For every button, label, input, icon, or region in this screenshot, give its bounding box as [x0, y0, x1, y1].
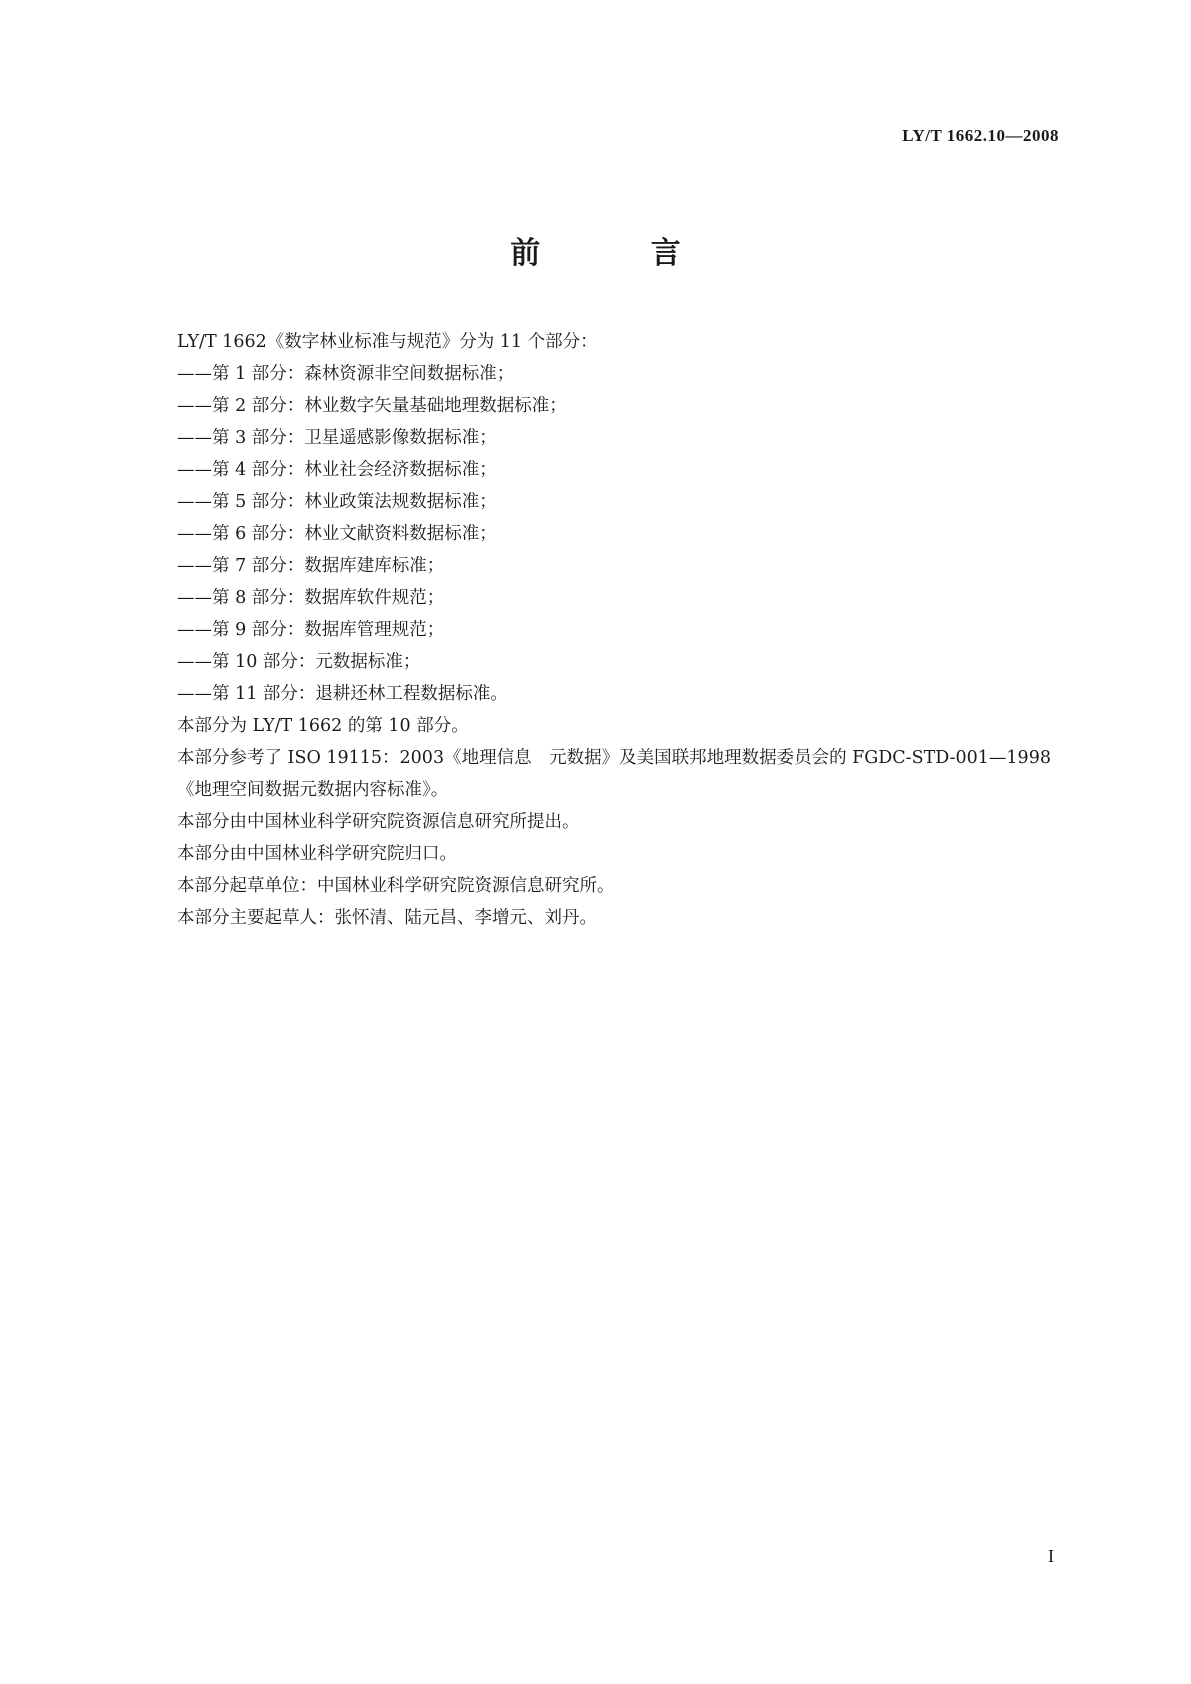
part-item: ——第 4 部分：林业社会经济数据标准； [177, 460, 497, 480]
part-item: ——第 2 部分：林业数字矢量基础地理数据标准； [177, 396, 567, 416]
paragraph: 本部分起草单位：中国林业科学研究院资源信息研究所。 [177, 876, 615, 896]
part-item: ——第 1 部分：森林资源非空间数据标准； [177, 364, 515, 384]
intro-line: LY/T 1662《数字林业标准与规范》分为 11 个部分： [177, 332, 598, 352]
part-item: ——第 5 部分：林业政策法规数据标准； [177, 492, 497, 512]
part-item: ——第 8 部分：数据库软件规范； [177, 588, 445, 608]
part-item: ——第 3 部分：卫星遥感影像数据标准； [177, 428, 497, 448]
paragraph: 本部分为 LY/T 1662 的第 10 部分。 [177, 716, 469, 736]
part-item: ——第 6 部分：林业文献资料数据标准； [177, 524, 497, 544]
paragraph: 本部分由中国林业科学研究院资源信息研究所提出。 [177, 812, 580, 832]
part-item: ——第 10 部分：元数据标准； [177, 652, 421, 672]
part-item: ——第 11 部分：退耕还林工程数据标准。 [177, 684, 508, 704]
part-item: ——第 7 部分：数据库建库标准； [177, 556, 445, 576]
paragraph: 本部分由中国林业科学研究院归口。 [177, 844, 457, 864]
standard-code: LY/T 1662.10—2008 [902, 126, 1059, 145]
foreword-body [177, 326, 1063, 934]
reference-paragraph: 本部分参考了 ISO 19115：2003《地理信息 元数据》及美国联邦地理数据委员会的 FGDC-STD-001—1998《地理空间数据元数据内容标准》。 [177, 748, 1051, 800]
page-title: 前 言 [510, 236, 731, 271]
paragraph: 本部分主要起草人：张怀清、陆元昌、李增元、刘丹。 [177, 908, 597, 928]
part-item: ——第 9 部分：数据库管理规范； [177, 620, 445, 640]
page-number: I [1048, 1546, 1054, 1566]
